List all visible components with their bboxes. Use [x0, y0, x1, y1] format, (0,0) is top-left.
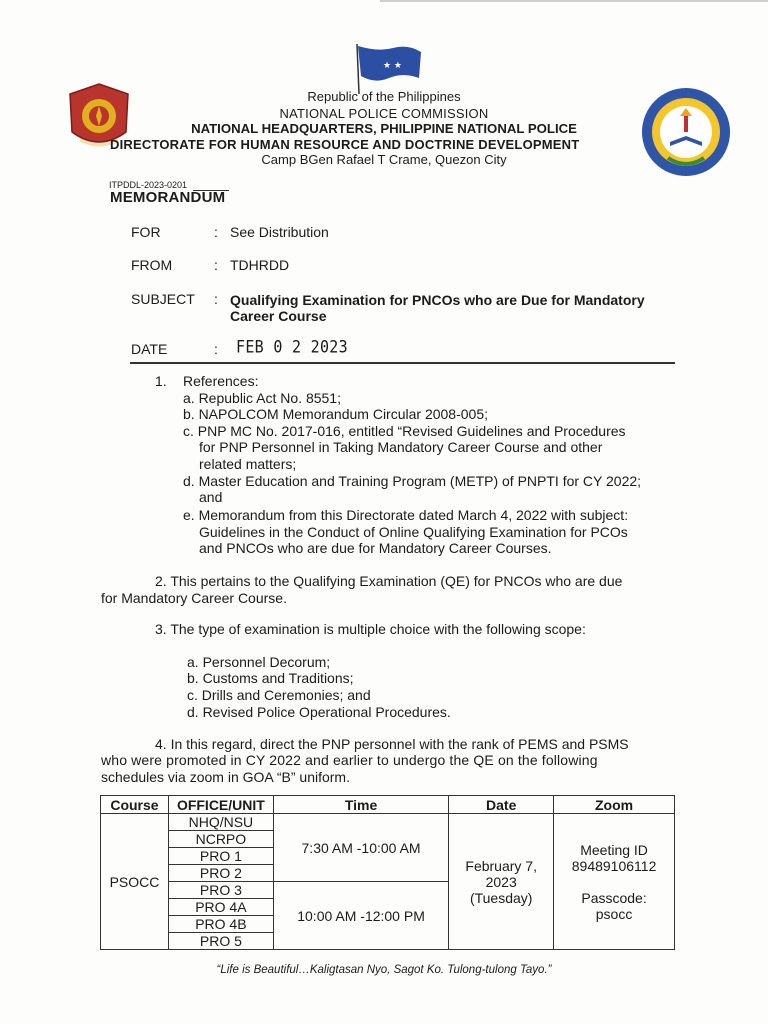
zoom-meeting-id: 89489106112: [571, 857, 657, 874]
zoom-passcode-label: Passcode:: [581, 889, 647, 906]
ref-item-d-2: and: [199, 489, 223, 505]
subject-line-2: Career Course: [230, 308, 327, 324]
scope-item-d: d. Revised Police Operational Procedures.: [187, 704, 451, 720]
ref-item-a: a. Republic Act No. 8551;: [183, 390, 341, 406]
scope-item-c: c. Drills and Ceremonies; and: [187, 687, 371, 703]
for-colon: :: [214, 224, 218, 240]
unit-cell: PRO 1: [168, 848, 273, 865]
date-stamp: FEB 0 2 2023: [236, 336, 348, 358]
time-cell-1: 7:30 AM -10:00 AM: [273, 814, 448, 882]
zoom-cell: [554, 814, 675, 950]
ref-item-e-2: Guidelines in the Conduct of Online Qualifying Examination for PCOs: [199, 524, 628, 540]
header-directorate: DIRECTORATE FOR HUMAN RESOURCE AND DOCTRINE DEVELOPMENT: [110, 137, 580, 152]
date-cell: [449, 814, 554, 950]
ref-item-d-1: d. Master Education and Training Program (METP) of PNPTI for CY 2022;: [183, 473, 642, 489]
para4-line-2: who were promoted in CY 2022 and earlier to undergo the QE on the following: [101, 752, 598, 768]
unit-cell: PRO 5: [168, 933, 273, 950]
para2-line-1: 2. This pertains to the Qualifying Examination (QE) for PNCOs who are due: [155, 573, 623, 589]
unit-cell: PRO 3: [168, 882, 273, 899]
unit-cell: NHQ/NSU: [168, 814, 273, 831]
header-pnp-hq: NATIONAL HEADQUARTERS, PHILIPPINE NATIONAL POLICE: [191, 121, 577, 136]
header-napolcom: NATIONAL POLICE COMMISSION: [279, 106, 489, 121]
from-value: TDHRDD: [230, 257, 290, 273]
ref-item-c-1: c. PNP MC No. 2017-016, entitled “Revised Guidelines and Procedures: [183, 423, 626, 439]
date-colon: :: [214, 341, 218, 357]
table-row: [101, 814, 675, 831]
para1-number: 1.: [155, 373, 167, 389]
ref-item-e-3: and PNCOs who are due for Mandatory Career Courses.: [199, 540, 552, 556]
ref-item-e-1: e. Memorandum from this Directorate dated March 4, 2022 with subject:: [183, 507, 629, 523]
date-label: DATE: [131, 341, 168, 357]
scope-item-b: b. Customs and Traditions;: [187, 670, 354, 686]
unit-cell: PRO 2: [168, 865, 273, 882]
from-label: FROM: [131, 257, 173, 273]
col-header-zoom: Zoom: [554, 796, 675, 814]
para3-line-1: 3. The type of examination is multiple choice with the following scope:: [155, 621, 586, 637]
col-header-date: Date: [449, 796, 554, 814]
zoom-spacer: [554, 874, 674, 890]
zoom-meeting-label: Meeting ID: [580, 841, 648, 858]
zoom-passcode: psocc: [595, 905, 633, 922]
para2-line-2: for Mandatory Career Course.: [101, 590, 287, 606]
subject-colon: :: [214, 291, 218, 307]
time-cell-2: 10:00 AM -12:00 PM: [273, 882, 448, 950]
ref-item-b: b. NAPOLCOM Memorandum Circular 2008-005;: [183, 406, 489, 422]
scan-edge: [380, 0, 768, 2]
doc-number: ITPDDL-2023-0201: [109, 180, 188, 190]
col-header-course: Course: [101, 796, 169, 814]
scope-item-a: a. Personnel Decorum;: [187, 654, 331, 670]
course-cell: PSOCC: [101, 814, 169, 950]
para1-title: References:: [183, 373, 259, 389]
col-header-time: Time: [273, 796, 448, 814]
para4-line-3: schedules via zoom in GOA “B” uniform.: [101, 769, 350, 785]
subject-label: SUBJECT: [131, 291, 195, 307]
ref-item-c-2: for PNP Personnel in Taking Mandatory Career Course and other: [199, 439, 603, 455]
subject-line-1: Qualifying Examination for PNCOs who are Due for Mandatory: [230, 292, 645, 308]
header-republic: Republic of the Philippines: [307, 89, 461, 104]
date-line-1: February 7,: [465, 857, 537, 874]
for-value: See Distribution: [230, 224, 329, 240]
memo-title: MEMORANDUM: [110, 189, 226, 206]
footer-motto: “Life is Beautiful…Kaligtasan Nyo, Sagot Ko. Tulong-tulong Tayo.”: [216, 964, 552, 976]
from-colon: :: [214, 257, 218, 273]
col-header-office: OFFICE/UNIT: [168, 796, 273, 814]
schedule-table: [100, 795, 675, 950]
unit-cell: NCRPO: [168, 831, 273, 848]
svg-text:★ ★: ★ ★: [383, 61, 402, 71]
for-label: FOR: [131, 224, 161, 240]
header-rule: [130, 362, 675, 364]
unit-cell: PRO 4A: [168, 899, 273, 916]
table-header-row: [101, 796, 675, 814]
ref-item-c-3: related matters;: [199, 456, 297, 472]
para4-line-1: 4. In this regard, direct the PNP personnel with the rank of PEMS and PSMS: [155, 736, 629, 752]
header-address: Camp BGen Rafael T Crame, Quezon City: [261, 152, 507, 167]
date-line-2: 2023: [485, 873, 517, 890]
pnp-flag-icon: [353, 42, 423, 94]
date-line-3: (Tuesday): [469, 889, 533, 906]
unit-cell: PRO 4B: [168, 916, 273, 933]
